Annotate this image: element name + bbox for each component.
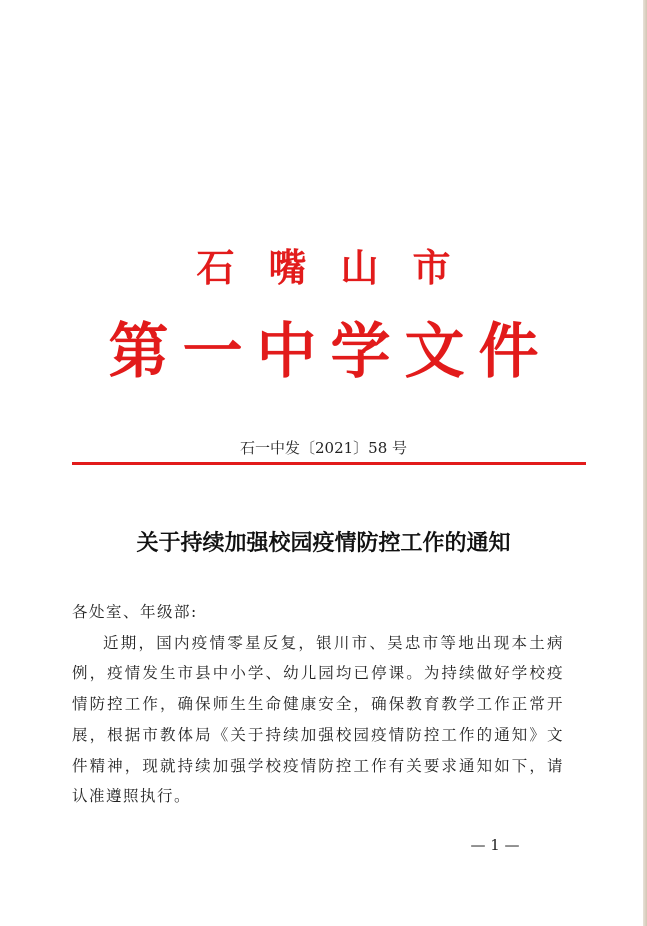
page-edge (643, 0, 647, 926)
issuer-document-header: 第一中学文件 (108, 317, 553, 387)
salutation: 各处室、年级部: (72, 603, 198, 621)
red-separator-line (72, 462, 586, 465)
document-title: 关于持续加强校园疫情防控工作的通知 (136, 530, 511, 556)
issuer-city: 石嘴山市 (196, 245, 485, 290)
body-paragraph: 近期，国内疫情零星反复，银川市、吴忠市等地出现本土病例，疫情发生市县中小学、幼儿园均已停课。为持续做好学校疫情防控工作，确保师生生命健康安全，确保教育教学工作正常开展，根据市教体局《关于持续加强校园疫情防控工作的通知》文件精神，现就持续加强学校疫情防控工作有关要求通知如下，请认准遵照执行。 (72, 633, 564, 806)
document-number: 石一中发〔2021〕58 号 (239, 439, 408, 457)
page-number: — 1 — (470, 836, 520, 854)
document-body (72, 597, 564, 812)
